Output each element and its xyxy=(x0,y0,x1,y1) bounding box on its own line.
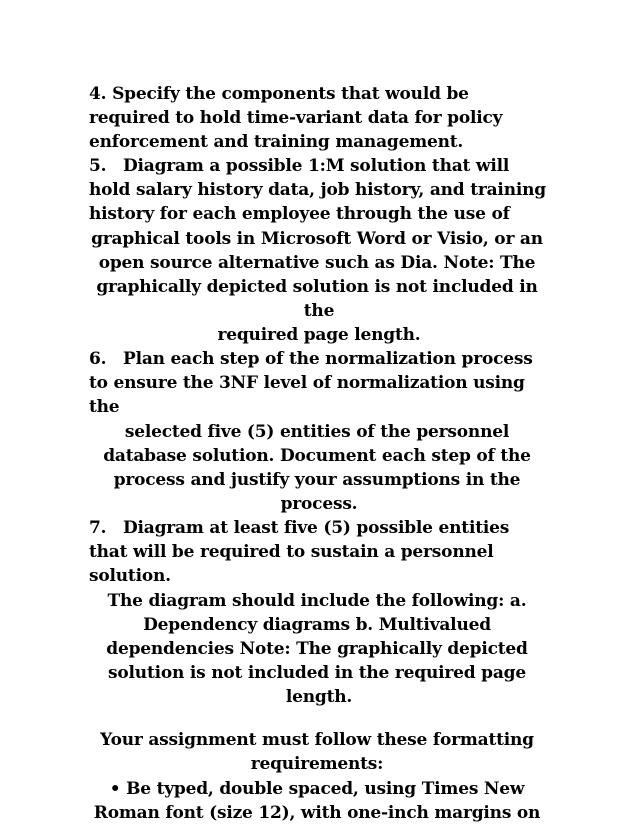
item-5-line-8: required page length. xyxy=(217,325,421,345)
item-7-line-8: length. xyxy=(285,687,353,707)
item-4-line-1: 4. Specify the components that would be xyxy=(89,84,469,104)
item-7-line-4: The diagram should include the following: a. xyxy=(107,591,527,611)
item-6-text-1: Plan each step of the normalization process xyxy=(123,349,533,369)
item-6-line-7: process. xyxy=(280,494,358,514)
item-4-line-2: required to hold time-variant data for policy xyxy=(89,108,503,128)
item-4-line-3: enforcement and training management. xyxy=(89,132,464,152)
item-5-line-5: open source alternative such as Dia. Note: The xyxy=(98,253,536,273)
item-6-line-2: to ensure the 3NF level of normalization using xyxy=(89,373,525,393)
formatting-line-4: Roman font (size 12), with one-inch margins on xyxy=(93,803,541,823)
item-5-line-7: the xyxy=(303,301,335,321)
item-6-line-3: the xyxy=(89,397,120,417)
item-6-line-4: selected five (5) entities of the personnel xyxy=(124,422,510,442)
item-7-line-5: Dependency diagrams b. Multivalued xyxy=(143,615,491,635)
item-5-number: 5. xyxy=(89,156,107,176)
item-7-text-1: Diagram at least five (5) possible entities xyxy=(123,518,510,538)
item-5-line-3: history for each employee through the use of xyxy=(89,204,510,224)
item-6-line-1 xyxy=(89,347,533,371)
formatting-line-2: requirements: xyxy=(250,754,384,774)
item-7-line-3: solution. xyxy=(89,566,171,586)
formatting-line-1: Your assignment must follow these formatting xyxy=(100,730,534,750)
item-7-line-7: solution is not included in the required page xyxy=(108,663,526,683)
item-5-line-1 xyxy=(89,154,509,178)
item-7-number: 7. xyxy=(89,518,107,538)
item-5-text-1: Diagram a possible 1:M solution that will xyxy=(123,156,510,176)
item-5-line-2: hold salary history data, job history, and training xyxy=(89,180,546,200)
item-7-line-6: dependencies Note: The graphically depicted xyxy=(106,639,528,659)
item-5-line-6: graphically depicted solution is not included in xyxy=(96,277,538,297)
item-6-line-6: process and justify your assumptions in the xyxy=(113,470,521,490)
item-7-line-1 xyxy=(89,516,509,540)
item-6-number: 6. xyxy=(89,349,107,369)
item-5-line-4: graphical tools in Microsoft Word or Visio, or an xyxy=(91,229,543,249)
item-6-line-5: database solution. Document each step of the xyxy=(103,446,531,466)
item-7-line-2: that will be required to sustain a personnel xyxy=(89,542,494,562)
formatting-line-3: • Be typed, double spaced, using Times New xyxy=(109,779,525,799)
